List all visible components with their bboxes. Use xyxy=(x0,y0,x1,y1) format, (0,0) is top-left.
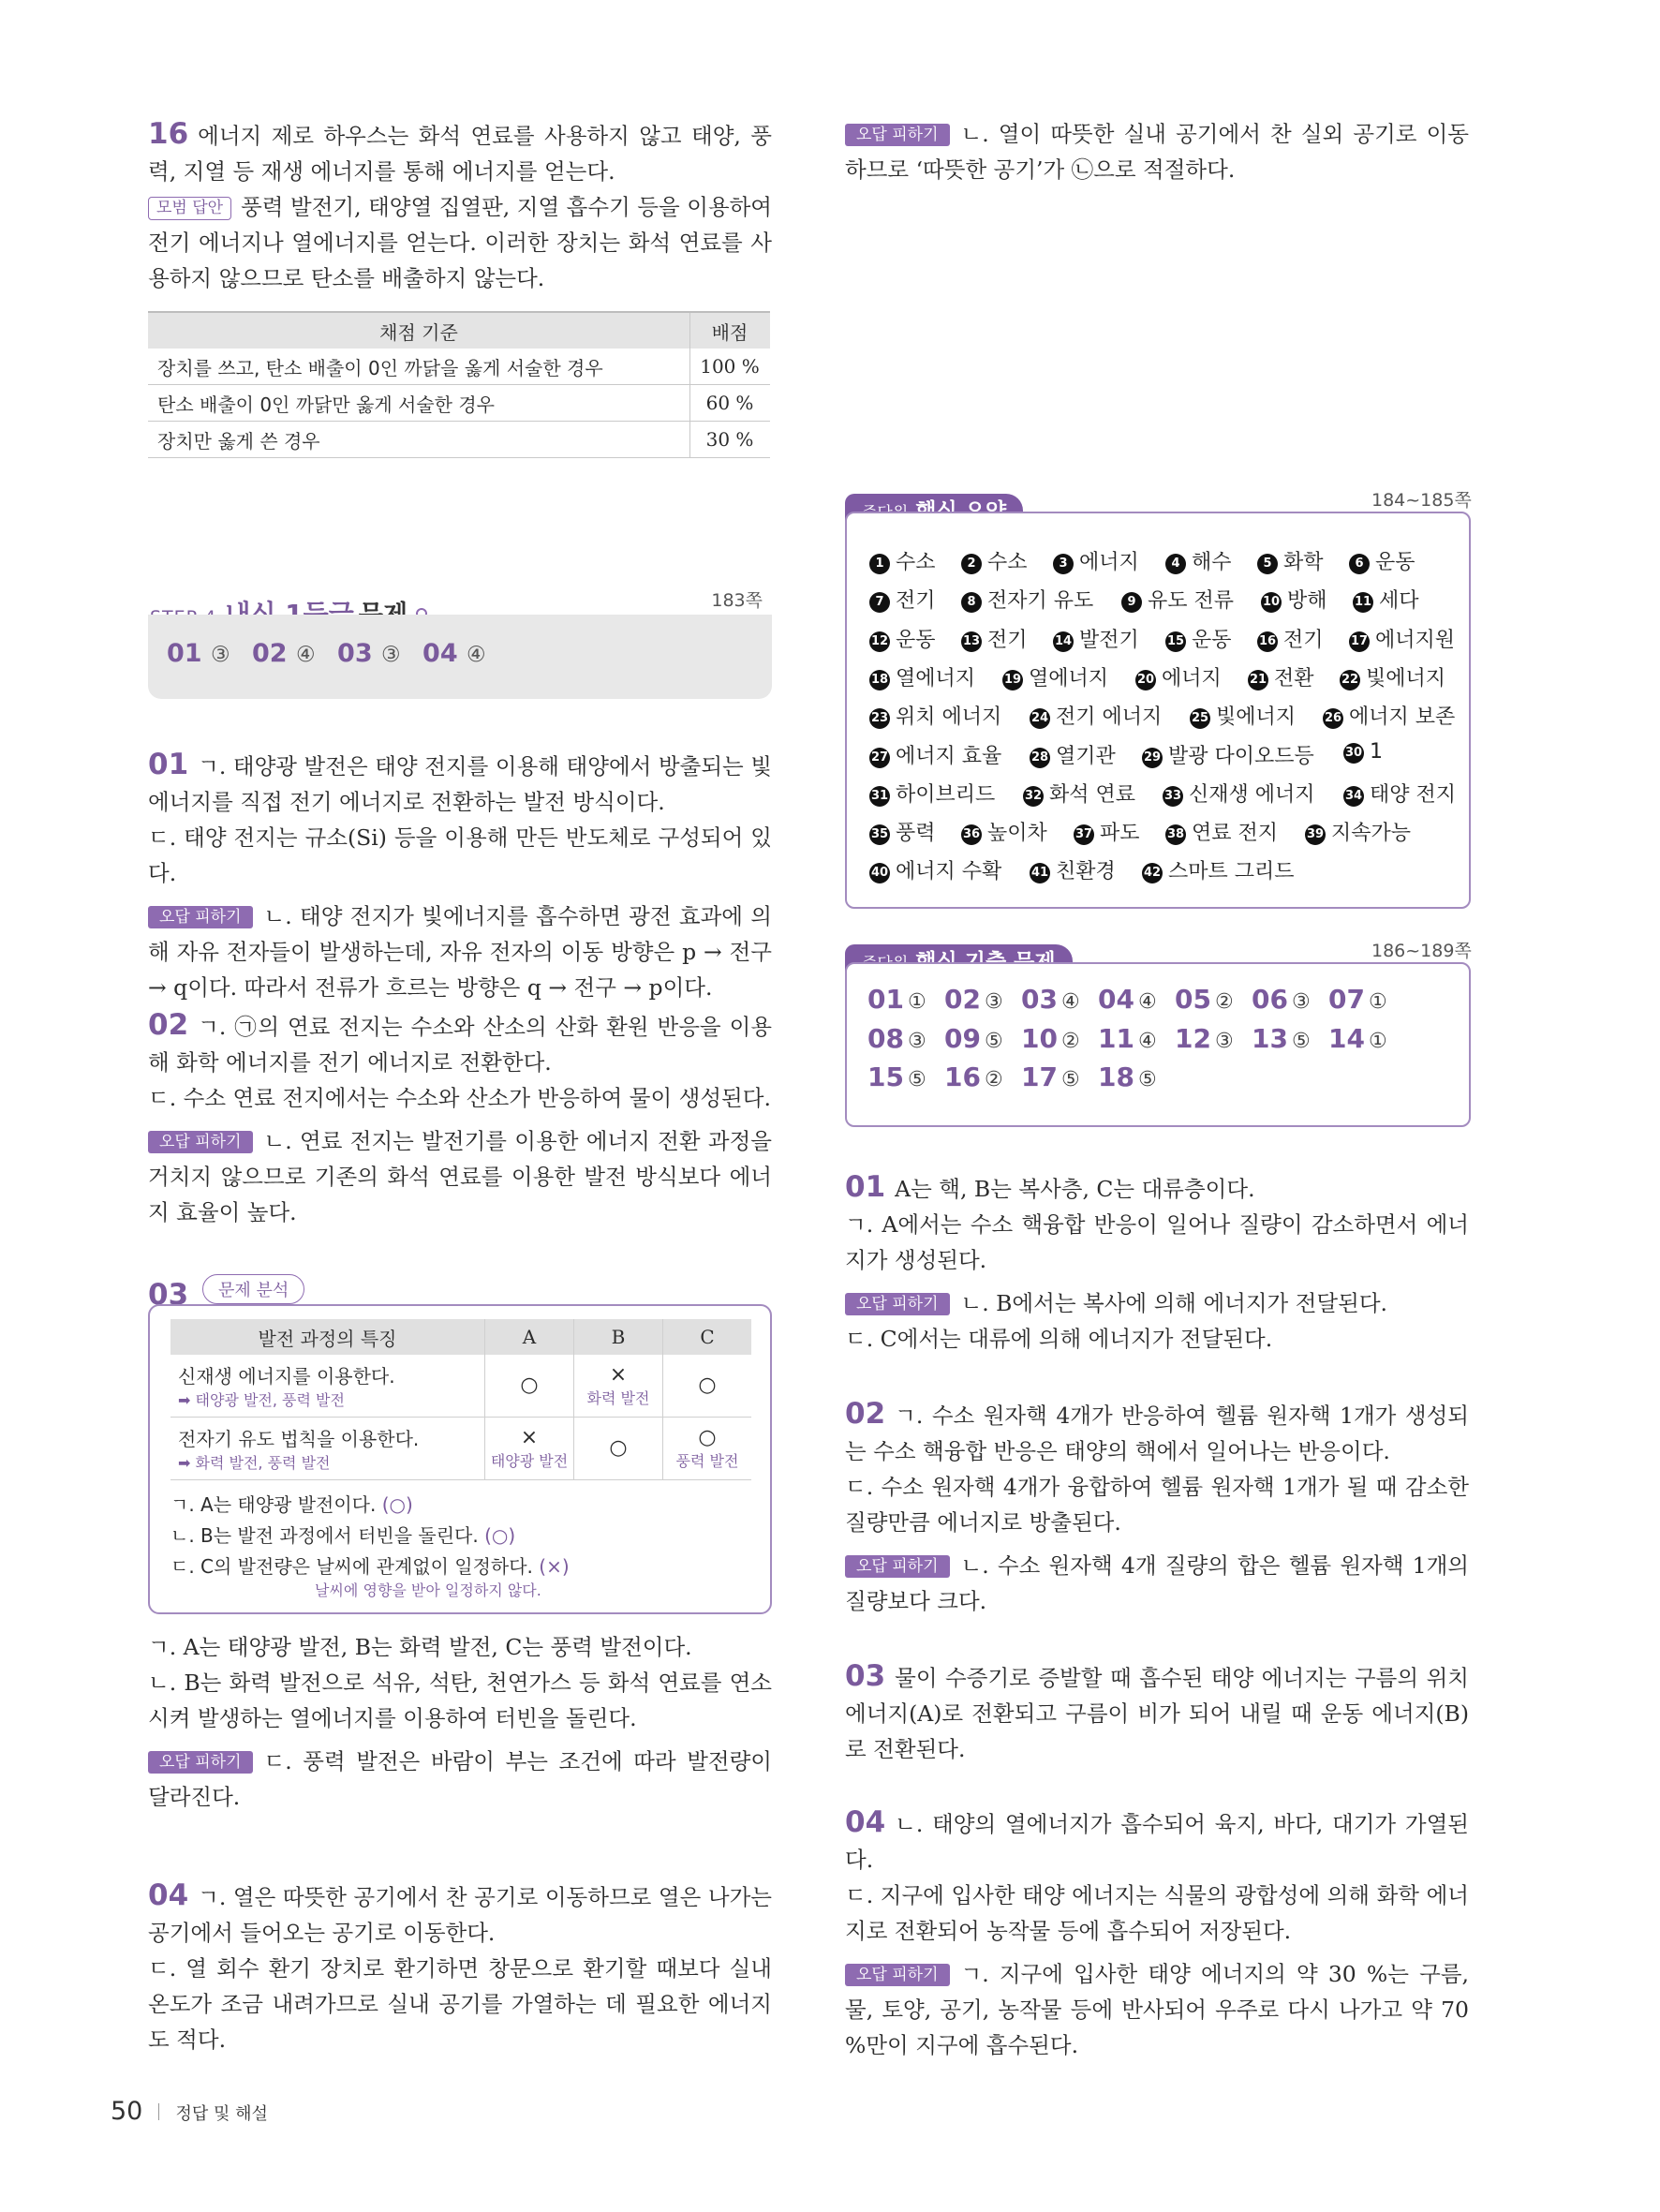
keyword-number-icon: 16 xyxy=(1257,631,1278,652)
r03-block xyxy=(845,1658,1469,1767)
summary-keyword xyxy=(1165,817,1278,846)
summary-keyword xyxy=(1165,546,1232,575)
q02-text2: ㄷ. 수소 연료 전지에서는 수소와 산소가 반응하여 물이 생성된다. xyxy=(148,1085,771,1111)
choice-mark: (○) xyxy=(381,1493,413,1516)
keyword-number-icon: 29 xyxy=(1142,748,1163,768)
exam-page-ref: 186~189쪽 xyxy=(1371,941,1472,961)
answer-choice: ① xyxy=(907,990,926,1014)
summary-keyword xyxy=(1261,585,1327,614)
answer-number: 13 xyxy=(1252,1022,1288,1054)
summary-keyword xyxy=(1343,779,1456,808)
q16-block xyxy=(148,116,772,296)
q04-block xyxy=(148,1878,772,2057)
q01-avoid: ㄴ. 태양 전지가 빛에너지를 흡수하면 광전 효과에 의해 자유 전자들이 발생하는데, 자유 전자의 이동 방향은 p → 전구 → q이다. 따라서 전류가 흐르는 방향은 q → 전구 → p이다. xyxy=(148,903,772,1001)
exam-answer xyxy=(1098,1023,1157,1054)
answer-choice: ⑤ xyxy=(1291,1029,1311,1053)
summary-keyword xyxy=(1023,779,1135,808)
answer-choice: ① xyxy=(1368,1029,1387,1053)
rubric-score: 100 % xyxy=(690,349,771,385)
choice-text: ㄱ. A는 태양광 발전이다. xyxy=(170,1493,377,1516)
exam-answer xyxy=(1098,1061,1157,1092)
keyword-number-icon: 19 xyxy=(1002,670,1023,690)
keyword-number-icon: 33 xyxy=(1163,786,1183,807)
keyword-text: 위치 에너지 xyxy=(896,705,1002,730)
exam-answer xyxy=(867,1061,926,1092)
answer-number: 06 xyxy=(1252,984,1288,1015)
keyword-text: 신재생 에너지 xyxy=(1189,782,1315,807)
q02-avoid: ㄴ. 연료 전지는 발전기를 이용한 에너지 전환 과정을 거치지 않으므로 기존의 화석 연료를 이용한 발전 방식보다 에너지 효율이 높다. xyxy=(148,1128,772,1225)
model-answer-badge: 모범 답안 xyxy=(148,197,231,220)
table-header: A xyxy=(485,1319,574,1355)
r02-text1: ㄱ. 수소 원자핵 4개가 반응하여 헬륨 원자핵 1개가 생성되는 수소 핵융합 반응은 태양의 핵에서 일어나는 반응이다. xyxy=(845,1403,1469,1464)
exam-answer xyxy=(1175,1023,1234,1054)
rubric-table xyxy=(148,311,770,458)
answer-number: 11 xyxy=(1098,1022,1134,1054)
keyword-number-icon: 23 xyxy=(869,708,890,729)
keyword-number-icon: 34 xyxy=(1343,786,1364,807)
answer-number: 15 xyxy=(867,1061,904,1092)
table-row xyxy=(170,1355,751,1418)
answer-choice: ④ xyxy=(467,643,486,667)
exam-answer xyxy=(944,1061,1003,1092)
summary-keyword xyxy=(869,624,936,653)
summary-keyword xyxy=(1353,585,1419,614)
answer-number: 04 xyxy=(422,639,458,668)
answer-choice: ③ xyxy=(1214,1029,1234,1053)
keyword-number-icon: 25 xyxy=(1190,708,1210,729)
keyword-text: 세다 xyxy=(1379,589,1419,614)
choice-mark: (×) xyxy=(539,1555,570,1578)
avoid-badge: 오답 피하기 xyxy=(845,1555,950,1578)
summary-keyword xyxy=(1142,855,1295,884)
r04-block xyxy=(845,1804,1469,2063)
exam-answer xyxy=(944,984,1003,1015)
keyword-text: 스마트 그리드 xyxy=(1168,860,1295,884)
cell-note: 화력 발전 xyxy=(586,1388,650,1407)
keyword-number-icon: 39 xyxy=(1305,824,1326,845)
answer-choice: ⑤ xyxy=(984,1029,1003,1053)
feature-text: 신재생 에너지를 이용한다. xyxy=(178,1365,395,1388)
r01-text0: A는 핵, B는 복사층, C는 대류층이다. xyxy=(895,1176,1255,1202)
keyword-text: 운동 xyxy=(1375,551,1415,574)
answer-choice: ② xyxy=(1214,990,1234,1014)
summary-keyword xyxy=(869,779,995,808)
rubric-criterion: 탄소 배출이 0인 까닭만 옳게 서술한 경우 xyxy=(148,385,690,422)
q03-text1: ㄱ. A는 태양광 발전, B는 화력 발전, C는 풍력 발전이다. xyxy=(148,1634,692,1660)
keyword-number-icon: 37 xyxy=(1074,824,1094,845)
answer-choice: ① xyxy=(1368,990,1387,1014)
keyword-text: 전기 xyxy=(987,628,1028,652)
choice-mark: (○) xyxy=(484,1524,516,1547)
keyword-number-icon: 17 xyxy=(1349,631,1370,652)
keyword-text: 지속가능 xyxy=(1331,822,1412,846)
question-number: 01 xyxy=(148,748,189,781)
answer-choice: ③ xyxy=(381,643,401,667)
r02-text2: ㄷ. 수소 원자핵 4개가 융합하여 헬륨 원자핵 1개가 될 때 감소한 질량만큼 에너지로 방출된다. xyxy=(845,1474,1469,1536)
keyword-text: 열에너지 xyxy=(1029,666,1109,690)
summary-page-ref: 184~185쪽 xyxy=(1371,490,1472,511)
keyword-text: 태양 전지 xyxy=(1370,782,1457,807)
answer-choice: ④ xyxy=(1137,990,1157,1014)
step4-header xyxy=(148,586,772,699)
q02-text1: ㄱ. ㉠의 연료 전지는 수소와 산소의 산화 환원 반응을 이용해 화학 에너지를 전기 에너지로 전환한다. xyxy=(148,1014,772,1076)
question-number: 03 xyxy=(148,1278,189,1312)
answer-choice: ③ xyxy=(210,643,230,667)
answer-number: 01 xyxy=(867,984,904,1015)
answer-number: 05 xyxy=(1175,984,1211,1015)
right-top-avoid xyxy=(845,116,1469,187)
keyword-number-icon: 38 xyxy=(1165,824,1186,845)
r04-text2: ㄷ. 지구에 입사한 태양 에너지는 식물의 광합성에 의해 화학 에너지로 전환되어 농작물 등에 흡수되어 저장된다. xyxy=(845,1882,1469,1944)
keyword-text: 에너지 수확 xyxy=(896,860,1002,884)
exam-answer xyxy=(1328,984,1387,1015)
q01-block xyxy=(148,747,772,1005)
keyword-number-icon: 35 xyxy=(869,824,890,845)
summary-keyword xyxy=(1053,546,1139,575)
summary-keyword xyxy=(1257,624,1324,653)
table-row xyxy=(148,422,770,458)
summary-keyword xyxy=(1165,624,1232,653)
answer-number: 09 xyxy=(944,1022,981,1054)
summary-keyword xyxy=(1053,624,1139,653)
summary-keyword xyxy=(1163,779,1315,808)
keyword-text: 전환 xyxy=(1274,666,1314,690)
summary-keyword xyxy=(869,855,1001,884)
keyword-text: 에너지 효율 xyxy=(896,744,1002,768)
keyword-number-icon: 9 xyxy=(1121,592,1142,613)
keyword-text: 파도 xyxy=(1100,822,1140,846)
keyword-number-icon: 21 xyxy=(1248,670,1268,690)
choice-text: ㄴ. B는 발전 과정에서 터빈을 돌린다. xyxy=(170,1524,479,1547)
r01-text1: ㄱ. A에서는 수소 핵융합 반응이 일어나 질량이 감소하면서 에너지가 생성된다. xyxy=(845,1211,1469,1273)
keyword-number-icon: 22 xyxy=(1340,670,1360,690)
q16-text: 에너지 제로 하우스는 화석 연료를 사용하지 않고 태양, 풍력, 지열 등 재생 에너지를 통해 에너지를 얻는다. xyxy=(148,123,772,185)
rubric-score: 30 % xyxy=(690,422,771,458)
summary-keyword xyxy=(1323,701,1455,730)
summary-keyword xyxy=(1121,585,1234,614)
keyword-number-icon: 20 xyxy=(1135,670,1156,690)
exam-answer xyxy=(1098,984,1157,1015)
keyword-number-icon: 5 xyxy=(1257,554,1278,574)
exam-answer xyxy=(867,1023,926,1054)
q02-block xyxy=(148,1007,772,1230)
summary-keyword xyxy=(1190,701,1296,730)
footer-divider xyxy=(158,2103,159,2120)
exam-answer xyxy=(1021,1061,1080,1092)
question-number: 02 xyxy=(148,1008,189,1042)
q03-avoid: ㄷ. 풍력 발전은 바람이 부는 조건에 따라 발전량이 달라진다. xyxy=(148,1748,772,1810)
answer-choice: ② xyxy=(1060,1029,1080,1053)
answer-number: 01 xyxy=(167,639,202,668)
keyword-number-icon: 18 xyxy=(869,670,890,690)
keyword-text: 발광 다이오드등 xyxy=(1168,744,1314,768)
keyword-number-icon: 36 xyxy=(961,824,982,845)
keyword-number-icon: 13 xyxy=(961,631,982,652)
table-header: C xyxy=(663,1319,752,1355)
choice-item xyxy=(170,1490,749,1521)
summary-keyword xyxy=(869,585,936,614)
r01-avoid: ㄴ. B에서는 복사에 의해 에너지가 전달된다. xyxy=(960,1290,1387,1316)
step-page-ref: 183쪽 xyxy=(711,590,763,611)
keyword-text: 에너지원 xyxy=(1375,628,1456,652)
keyword-number-icon: 7 xyxy=(869,592,890,613)
question-number: 04 xyxy=(148,1878,189,1912)
top-avoid-text: ㄴ. 열이 따뜻한 실내 공기에서 찬 실외 공기로 이동하므로 ‘따뜻한 공기’가 ㉡으로 적절하다. xyxy=(845,121,1469,183)
keyword-text: 열에너지 xyxy=(896,666,976,690)
keyword-text: 열기관 xyxy=(1056,744,1116,768)
keyword-text: 에너지 보존 xyxy=(1349,705,1456,730)
keyword-number-icon: 2 xyxy=(961,554,982,574)
analysis-label: 문제 분석 xyxy=(202,1274,304,1304)
summary-keyword xyxy=(1349,546,1415,575)
avoid-badge: 오답 피하기 xyxy=(845,1293,950,1315)
q03-block xyxy=(148,1274,772,1815)
exam-answer xyxy=(867,984,926,1015)
summary-keyword xyxy=(1074,817,1140,846)
answer-choice: ⑤ xyxy=(1060,1068,1080,1091)
keyword-text: 전기 xyxy=(1283,628,1324,652)
cell-mark: ○ xyxy=(520,1373,539,1397)
summary-keyword xyxy=(1135,662,1222,691)
keyword-text: 높이차 xyxy=(987,822,1047,846)
r01-text2: ㄷ. C에서는 대류에 의해 에너지가 전달된다. xyxy=(845,1326,1273,1352)
summary-keyword xyxy=(869,546,936,575)
exam-answer xyxy=(1252,984,1311,1015)
cell-note: 풍력 발전 xyxy=(675,1451,739,1470)
summary-keyword xyxy=(1305,817,1411,846)
keyword-text: 친환경 xyxy=(1056,860,1116,884)
keyword-number-icon: 10 xyxy=(1261,592,1282,613)
summary-keyword xyxy=(869,740,1001,769)
keyword-text: 유도 전류 xyxy=(1148,589,1235,614)
answer-choice: ③ xyxy=(1291,990,1311,1014)
answer-number: 17 xyxy=(1021,1061,1058,1092)
keyword-text: 수소 xyxy=(896,551,936,574)
table-header: B xyxy=(574,1319,663,1355)
keyword-number-icon: 3 xyxy=(1053,554,1074,574)
summary-keyword xyxy=(961,585,1093,614)
question-number: 03 xyxy=(845,1659,886,1693)
analysis-table xyxy=(170,1319,751,1480)
keyword-number-icon: 42 xyxy=(1142,863,1163,883)
rubric-header-score: 배점 xyxy=(690,312,771,349)
step4-answers-panel xyxy=(148,615,772,699)
answer-choice: ③ xyxy=(907,1029,926,1053)
summary-keyword xyxy=(1257,546,1324,575)
exam-answer xyxy=(1175,984,1234,1015)
keyword-text: 화석 연료 xyxy=(1049,782,1136,807)
keyword-number-icon: 14 xyxy=(1053,631,1074,652)
answer-number: 07 xyxy=(1328,984,1365,1015)
answer-number: 03 xyxy=(337,639,373,668)
exam-answer xyxy=(1252,1023,1311,1054)
keyword-text: 전기 xyxy=(896,589,936,614)
keyword-text: 방해 xyxy=(1287,589,1327,614)
summary-keyword xyxy=(869,817,936,846)
keyword-number-icon: 30 xyxy=(1343,743,1364,764)
avoid-badge: 오답 피하기 xyxy=(148,1131,253,1153)
r01-block xyxy=(845,1169,1469,1357)
cell-mark: × xyxy=(520,1425,539,1449)
keyword-number-icon: 24 xyxy=(1030,708,1050,729)
keyword-number-icon: 28 xyxy=(1030,748,1050,768)
summary-keyword xyxy=(1030,740,1116,769)
answer-number: 03 xyxy=(1021,984,1058,1015)
rubric-header-criterion: 채점 기준 xyxy=(148,312,690,349)
answer-choice: ⑤ xyxy=(1137,1068,1157,1091)
exam-answer xyxy=(1328,1023,1387,1054)
answer-choice: ④ xyxy=(1060,990,1080,1014)
rubric-criterion: 장치만 옳게 쓴 경우 xyxy=(148,422,690,458)
page-number: 50 xyxy=(111,2097,143,2126)
table-row xyxy=(148,385,770,422)
keyword-text: 수소 xyxy=(987,551,1028,574)
keyword-number-icon: 1 xyxy=(869,554,890,574)
q04-text2: ㄷ. 열 회수 환기 장치로 환기하면 창문으로 환기할 때보다 실내 온도가 조금 내려가므로 실내 공기를 가열하는 데 필요한 에너지도 적다. xyxy=(148,1955,772,2053)
summary-keyword xyxy=(961,817,1047,846)
answer-choice: ④ xyxy=(296,643,316,667)
rubric-score: 60 % xyxy=(690,385,771,422)
q03-text2: ㄴ. B는 화력 발전으로 석유, 석탄, 천연가스 등 화석 연료를 연소시켜 발생하는 열에너지를 이용하여 터빈을 돌린다. xyxy=(148,1670,772,1731)
answer-choice: ③ xyxy=(984,990,1003,1014)
keyword-text: 발전기 xyxy=(1079,628,1139,652)
feature-text: 전자기 유도 법칙을 이용한다. xyxy=(178,1428,420,1450)
choice-item xyxy=(170,1521,749,1551)
keyword-text: 풍력 xyxy=(896,822,936,846)
footer-title: 정답 및 해설 xyxy=(175,2104,268,2124)
keyword-number-icon: 12 xyxy=(869,631,890,652)
r03-text1: 물이 수증기로 증발할 때 흡수된 태양 에너지는 구름의 위치 에너지(A)로 전환되고 구름이 비가 되어 내릴 때 운동 에너지(B)로 전환된다. xyxy=(845,1665,1469,1762)
question-number: 16 xyxy=(148,117,189,151)
keyword-text: 하이브리드 xyxy=(896,782,996,807)
summary-keyword xyxy=(961,624,1028,653)
keyword-number-icon: 27 xyxy=(869,748,890,768)
answer-choice: ⑤ xyxy=(907,1068,926,1091)
q16-model-text: 풍력 발전기, 태양열 집열판, 지열 흡수기 등을 이용하여 전기 에너지나 열에너지를 얻는다. 이러한 장치는 화석 연료를 사용하지 않으므로 탄소를 배출하지 않는다. xyxy=(148,194,772,291)
answer-choice: ② xyxy=(984,1068,1003,1091)
keyword-text: 1 xyxy=(1370,739,1383,764)
choice-item xyxy=(170,1551,749,1582)
keyword-number-icon: 40 xyxy=(869,863,890,883)
keyword-text: 운동 xyxy=(1192,628,1232,652)
exam-answer xyxy=(1021,984,1080,1015)
summary-keyword xyxy=(1002,662,1108,691)
keyword-text: 에너지 xyxy=(1162,666,1222,690)
question-number: 01 xyxy=(845,1170,886,1204)
answer-number: 12 xyxy=(1175,1022,1211,1054)
keyword-text: 연료 전지 xyxy=(1192,822,1279,846)
summary-keyword xyxy=(1340,662,1445,691)
q04-text1: ㄱ. 열은 따뜻한 공기에서 찬 공기로 이동하므로 열은 나가는 공기에서 들어오는 공기로 이동한다. xyxy=(148,1884,772,1946)
keyword-text: 에너지 xyxy=(1079,551,1139,574)
question-number: 02 xyxy=(845,1397,886,1431)
avoid-badge: 오답 피하기 xyxy=(845,1964,950,1986)
analysis-box xyxy=(148,1304,772,1614)
keyword-number-icon: 6 xyxy=(1349,554,1370,574)
exam-answer xyxy=(944,1023,1003,1054)
keyword-number-icon: 8 xyxy=(961,592,982,613)
r04-text1: ㄴ. 태양의 열에너지가 흡수되어 육지, 바다, 대기가 가열된다. xyxy=(845,1811,1469,1873)
keyword-text: 운동 xyxy=(896,628,936,652)
keyword-text: 화학 xyxy=(1283,551,1324,574)
choice-note: 날씨에 영향을 받아 일정하지 않다. xyxy=(315,1581,541,1599)
keyword-number-icon: 11 xyxy=(1353,592,1373,613)
answer-number: 14 xyxy=(1328,1022,1365,1054)
rubric-criterion: 장치를 쓰고, 탄소 배출이 0인 까닭을 옳게 서술한 경우 xyxy=(148,349,690,385)
keyword-number-icon: 41 xyxy=(1030,863,1050,883)
answer-number: 04 xyxy=(1098,984,1134,1015)
step4-answer-row xyxy=(167,639,499,668)
analysis-choices xyxy=(170,1490,749,1599)
summary-keyword xyxy=(1343,740,1383,764)
keyword-number-icon: 26 xyxy=(1323,708,1343,729)
page-footer xyxy=(111,2097,268,2126)
summary-keyword xyxy=(869,701,1001,730)
summary-keyword xyxy=(869,662,975,691)
r02-block xyxy=(845,1396,1469,1619)
keyword-text: 빛에너지 xyxy=(1216,705,1297,730)
q01-text1: ㄱ. 태양광 발전은 태양 전지를 이용해 태양에서 방출되는 빛에너지를 직접 전기 에너지로 전환하는 발전 방식이다. xyxy=(148,753,772,815)
summary-keyword xyxy=(1030,855,1116,884)
cell-note: 태양광 발전 xyxy=(490,1451,569,1470)
choice-text: ㄷ. C의 발전량은 날씨에 관계없이 일정하다. xyxy=(170,1555,533,1578)
answer-number: 02 xyxy=(944,984,981,1015)
keyword-text: 빛에너지 xyxy=(1366,666,1446,690)
avoid-badge: 오답 피하기 xyxy=(148,906,253,928)
summary-keyword xyxy=(1030,701,1162,730)
keyword-text: 전기 에너지 xyxy=(1056,705,1163,730)
summary-keyword xyxy=(1349,624,1455,653)
answer-number: 02 xyxy=(252,639,288,668)
keyword-number-icon: 4 xyxy=(1165,554,1186,574)
table-header: 발전 과정의 특징 xyxy=(170,1319,485,1355)
cell-mark: ○ xyxy=(609,1436,628,1460)
answer-number: 18 xyxy=(1098,1061,1134,1092)
keyword-number-icon: 32 xyxy=(1023,786,1044,807)
feature-note: ➡ 태양광 발전, 풍력 발전 xyxy=(178,1391,345,1409)
cell-mark: ○ xyxy=(698,1373,717,1397)
keyword-text: 해수 xyxy=(1192,551,1232,574)
keyword-number-icon: 31 xyxy=(869,786,890,807)
feature-note: ➡ 화력 발전, 풍력 발전 xyxy=(178,1454,331,1472)
avoid-badge: 오답 피하기 xyxy=(845,124,950,146)
keyword-number-icon: 15 xyxy=(1165,631,1186,652)
answer-number: 08 xyxy=(867,1022,904,1054)
table-row xyxy=(148,349,770,385)
summary-keyword xyxy=(961,546,1028,575)
r02-avoid: ㄴ. 수소 원자핵 4개 질량의 합은 헬륨 원자핵 1개의 질량보다 크다. xyxy=(845,1552,1469,1614)
avoid-badge: 오답 피하기 xyxy=(148,1751,253,1774)
cell-mark: × xyxy=(609,1362,628,1387)
cell-mark: ○ xyxy=(698,1425,717,1449)
keyword-text: 전자기 유도 xyxy=(987,589,1094,614)
q01-text2: ㄷ. 태양 전지는 규소(Si) 등을 이용해 만든 반도체로 구성되어 있다. xyxy=(148,824,772,886)
table-row xyxy=(170,1418,751,1480)
answer-choice: ④ xyxy=(1137,1029,1157,1053)
answer-number: 16 xyxy=(944,1061,981,1092)
summary-keyword xyxy=(1248,662,1314,691)
question-number: 04 xyxy=(845,1805,886,1839)
answer-number: 10 xyxy=(1021,1022,1058,1054)
summary-keyword xyxy=(1142,740,1314,769)
r04-avoid: ㄱ. 지구에 입사한 태양 에너지의 약 30 %는 구름, 물, 토양, 공기, 농작물 등에 반사되어 우주로 다시 나가고 약 70 %만이 지구에 흡수된다. xyxy=(845,1961,1469,2058)
exam-answer xyxy=(1021,1023,1080,1054)
